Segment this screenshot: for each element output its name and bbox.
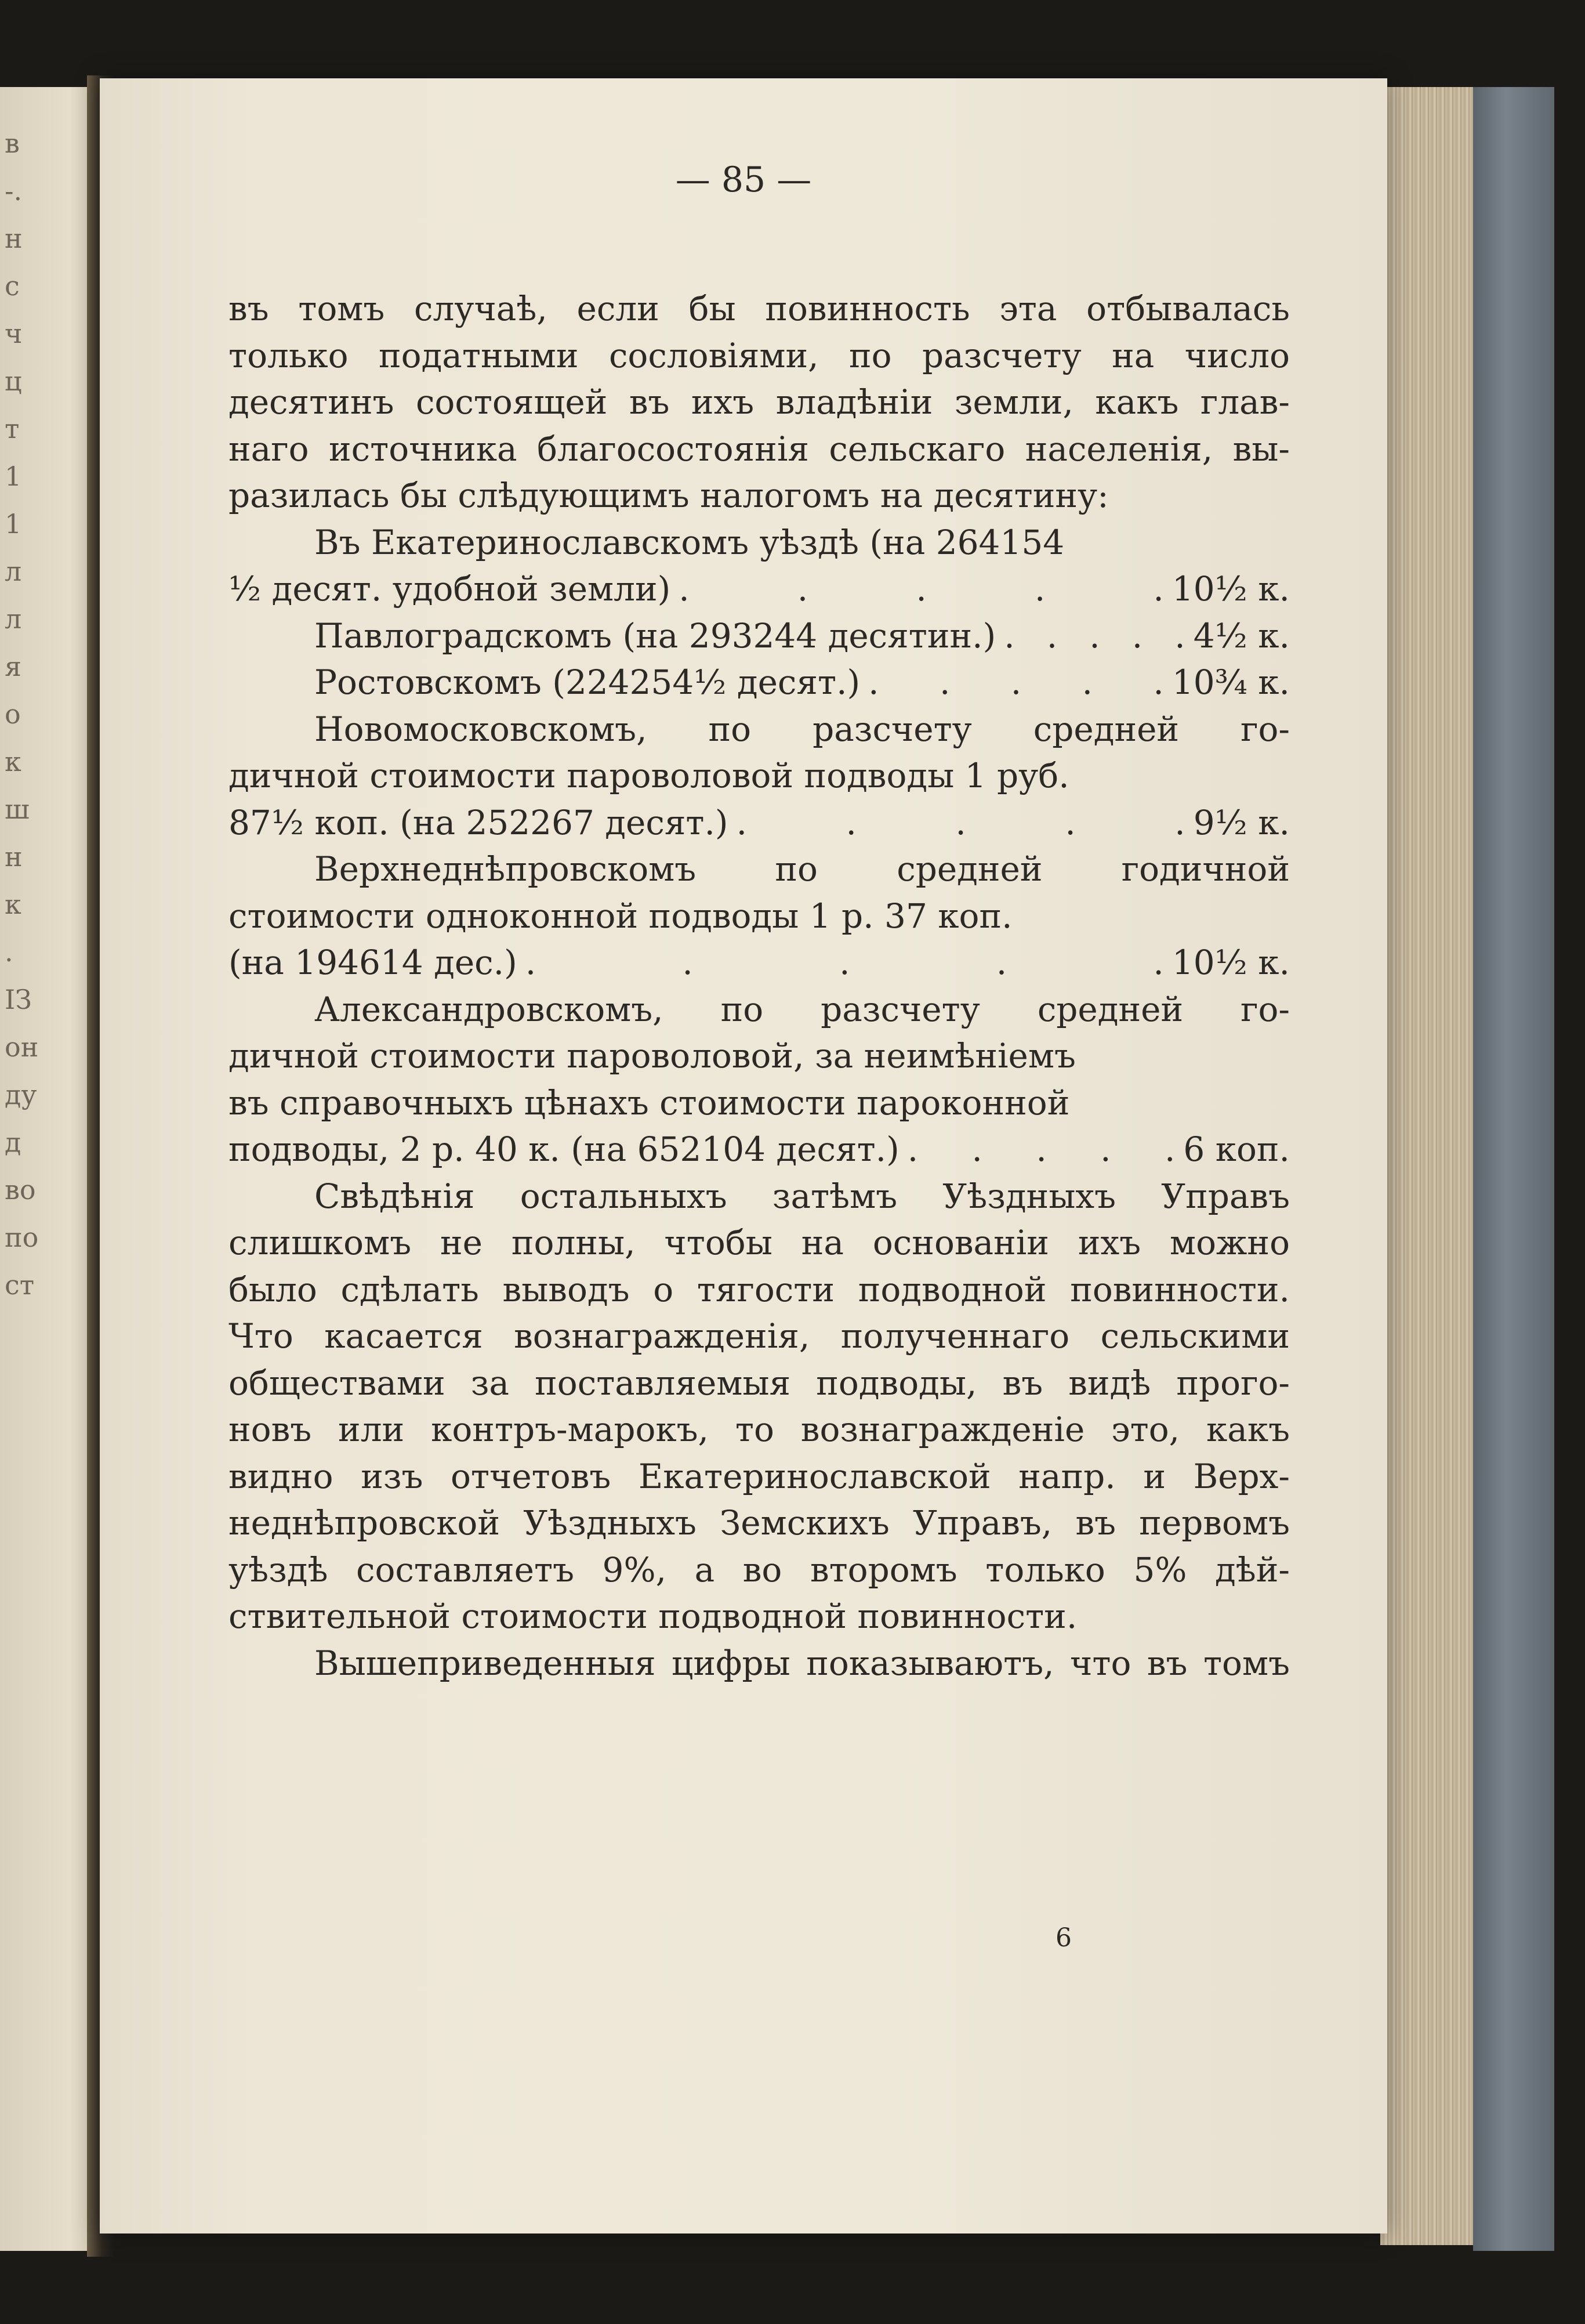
- line-value: 10¾ к.: [1171, 663, 1290, 702]
- left-page-fragment: я: [5, 651, 22, 682]
- left-page-fragment: .: [5, 936, 13, 968]
- text-line: новъ или контръ-марокъ, то вознагражденіе это, какъ: [228, 1410, 1290, 1449]
- text-line: Александровскомъ, по разсчету средней го-: [314, 989, 1290, 1029]
- line-value: 6 коп.: [1183, 1130, 1290, 1169]
- text-line: Свѣдѣнія остальныхъ затѣмъ Уѣздныхъ Управъ: [314, 1176, 1290, 1216]
- text-line: Новомосковскомъ, по разсчету средней го-: [314, 709, 1290, 749]
- line-text: Павлоградскомъ (на 293244 десятин.): [314, 616, 996, 656]
- left-page-fragment: д: [5, 1127, 21, 1158]
- text-line: дичной стоимости пароволовой, за неимѣніемъ: [228, 1036, 1076, 1076]
- left-page-fragment: 1: [5, 508, 22, 540]
- left-page-fragment: к: [5, 889, 21, 920]
- left-page-fragment: ш: [5, 794, 30, 825]
- line-value: 9½ к.: [1193, 802, 1290, 842]
- text-line: Въ Екатеринославскомъ уѣздѣ (на 264154: [314, 522, 1065, 562]
- left-page-fragment: во: [5, 1174, 36, 1206]
- text-line: слишкомъ не полны, чтобы на основаніи ихъ можно: [228, 1223, 1290, 1262]
- dot-leader: . . . . .: [679, 569, 1164, 609]
- left-page-fragment: н: [5, 223, 23, 254]
- page-number: — 85 —: [675, 160, 812, 200]
- text-line: [228, 613, 1290, 660]
- line-text: 87½ коп. (на 252267 десят.): [228, 802, 728, 842]
- text-line: разилась бы слѣдующимъ налогомъ на десятину:: [228, 476, 1109, 515]
- dot-leader: . . . . .: [525, 943, 1164, 982]
- text-line: неднѣпровской Уѣздныхъ Земскихъ Управъ, въ первомъ: [228, 1503, 1290, 1543]
- book-cover: [1473, 87, 1554, 2251]
- left-page-fragment: ц: [5, 365, 22, 397]
- text-line: въ томъ случаѣ, если бы повинность эта отбывалась: [228, 289, 1290, 328]
- line-text: Ростовскомъ (224254½ десят.): [314, 663, 861, 702]
- right-page: [100, 78, 1387, 2233]
- page-body: [228, 285, 1290, 1686]
- text-line: десятинъ состоящей въ ихъ владѣніи земли, какъ глав-: [228, 382, 1290, 422]
- text-line: Что касается вознагражденія, полученнаго сельскими: [228, 1316, 1290, 1356]
- text-line: [228, 939, 1290, 986]
- text-line: [228, 566, 1290, 613]
- text-line: [228, 1126, 1290, 1173]
- text-line: дичной стоимости пароволовой подводы 1 руб.: [228, 756, 1069, 795]
- line-text: ½ десят. удобной земли): [228, 569, 671, 609]
- left-page-fragment: к: [5, 746, 21, 777]
- text-line: [228, 799, 1290, 846]
- left-page-fragment: с: [5, 270, 20, 302]
- left-page-fragment: ІЗ: [5, 984, 32, 1015]
- signature-mark: 6: [1056, 1923, 1072, 1953]
- left-page-fragment: ду: [5, 1079, 37, 1110]
- left-page-fragment: л: [5, 556, 22, 587]
- text-line: Вышеприведенныя цифры показываютъ, что въ томъ: [314, 1643, 1290, 1683]
- line-text: подводы, 2 р. 40 к. (на 652104 десят.): [228, 1130, 900, 1169]
- text-line: ствительной стоимости подводной повинности.: [228, 1597, 1078, 1636]
- left-page-fragment: ст: [5, 1269, 35, 1301]
- left-page-fragment: т: [5, 413, 20, 444]
- left-page-fragment: о: [5, 698, 21, 730]
- dot-leader: . . . . .: [868, 663, 1164, 702]
- left-page-fragment: 1: [5, 461, 22, 492]
- left-page-fragment: он: [5, 1031, 39, 1063]
- text-line: въ справочныхъ цѣнахъ стоимости пароконной: [228, 1083, 1070, 1123]
- text-line: стоимости одноконной подводы 1 р. 37 коп.: [228, 896, 1013, 936]
- line-value: 10½ к.: [1171, 943, 1290, 982]
- line-text: (на 194614 дес.): [228, 943, 517, 982]
- left-page-fragment: л: [5, 603, 22, 635]
- left-page-fragment: ч: [5, 318, 23, 349]
- text-line: уѣздѣ составляетъ 9%, а во второмъ только 5% дѣй-: [228, 1550, 1290, 1590]
- dot-leader: . . . . .: [907, 1130, 1176, 1169]
- text-line: только податными сословіями, по разсчету на число: [228, 335, 1290, 375]
- page-edges: [1380, 87, 1479, 2245]
- text-line: было сдѣлать выводъ о тягости подводной повинности.: [228, 1269, 1290, 1309]
- line-value: 4½ к.: [1193, 616, 1290, 656]
- left-page-fragment: по: [5, 1222, 39, 1253]
- text-line: наго источника благосостоянія сельскаго населенія, вы-: [228, 429, 1290, 469]
- text-line: [228, 659, 1290, 706]
- left-page-fragment: н: [5, 841, 23, 873]
- text-line: видно изъ отчетовъ Екатеринославской напр. и Верх-: [228, 1456, 1290, 1496]
- line-value: 10½ к.: [1171, 569, 1290, 609]
- left-page-edge: [0, 87, 100, 2251]
- dot-leader: . . . . .: [736, 802, 1185, 842]
- text-line: обществами за поставляемыя подводы, въ видѣ прого-: [228, 1363, 1290, 1403]
- left-page-fragment: в: [5, 128, 20, 159]
- left-page-fragment: -.: [5, 175, 23, 207]
- dot-leader: . . . . .: [1004, 616, 1185, 656]
- text-line: Верхнеднѣпровскомъ по средней годичной: [314, 849, 1290, 889]
